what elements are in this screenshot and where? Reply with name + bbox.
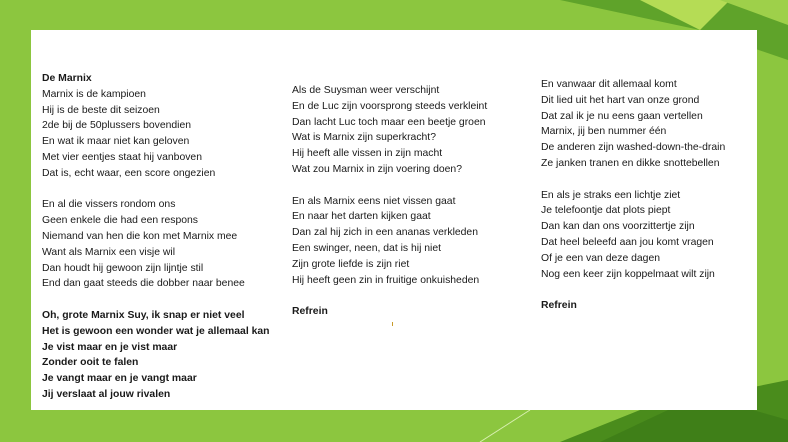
refrain-label: Refrein (541, 300, 577, 312)
verse-2 (42, 197, 270, 292)
lyric-line: Je telefoontje dat plots piept (541, 205, 671, 217)
lyric-line: Nog een keer zijn koppelmaat wilt zijn (541, 268, 715, 280)
stanza-gap (541, 282, 725, 298)
verse-5 (541, 77, 725, 172)
verse-6 (541, 188, 725, 283)
lyric-line: Met vier eentjes staat hij vanboven (42, 151, 202, 163)
lyric-line: En vanwaar dit allemaal komt (541, 79, 677, 90)
stanza-gap (42, 182, 270, 198)
column-3 (541, 77, 725, 314)
stanza-gap (292, 178, 487, 194)
stanza-gap (541, 172, 725, 188)
lyric-line: De anderen zijn washed-down-the-drain (541, 142, 726, 154)
lyric-line: Als de Suysman weer verschijnt (292, 85, 440, 96)
text-cursor-mark (392, 322, 393, 326)
lyric-line: En naar het darten kijken gaat (292, 211, 431, 223)
chorus-line: Je vist maar en je vist maar (42, 341, 178, 353)
lyric-line: En al die vissers rondom ons (42, 199, 176, 211)
lyric-line: Hij heeft geen zin in fruitige onkuisheden (292, 274, 480, 286)
stanza-gap (42, 292, 270, 308)
verse-4 (292, 194, 487, 289)
verse-3 (292, 83, 487, 178)
lyric-line: Dan zal hij zich in een ananas verkleden (292, 227, 478, 239)
lyric-line: Zijn grote liefde is zijn riet (292, 258, 410, 270)
lyric-line: Dat zal ik je nu eens gaan vertellen (541, 110, 703, 122)
column-2 (292, 83, 487, 320)
slide-content (31, 30, 757, 410)
lyric-line: Dan lacht Luc toch maar een beetje groen (292, 116, 486, 128)
lyric-line: Wat zou Marnix in zijn voering doen? (292, 163, 462, 175)
lyric-line: Want als Marnix een visje wil (42, 246, 176, 258)
chorus-line: Zonder ooit te falen (42, 357, 139, 369)
lyric-line: Marnix is de kampioen (42, 88, 146, 100)
lyric-line: Marnix, jij ben nummer één (541, 126, 667, 138)
lyric-line: En wat ik maar niet kan geloven (42, 136, 190, 148)
lyric-line: End dan gaat steeds die dobber naar benee (42, 278, 245, 290)
lyric-line: 2de bij de 50plussers bovendien (42, 120, 192, 132)
lyric-line: Dit lied uit het hart van onze grond (541, 94, 700, 106)
lyric-line: Geen enkele die had een respons (42, 215, 198, 227)
lyric-line: Dat is, echt waar, een score ongezien (42, 167, 216, 179)
lyric-line: Dan houdt hij gewoon zijn lijntje stil (42, 262, 204, 274)
song-title: De Marnix (42, 73, 92, 84)
lyric-line: Of je een van deze dagen (541, 252, 661, 264)
lyric-line: Dat heel beleefd aan jou komt vragen (541, 236, 714, 248)
lyric-line: En als Marnix eens niet vissen gaat (292, 195, 456, 207)
lyric-line: Hij heeft alle vissen in zijn macht (292, 148, 443, 160)
lyric-line: Ze janken tranen en dikke snottebellen (541, 157, 720, 169)
lyric-line: Wat is Marnix zijn superkracht? (292, 132, 436, 144)
lyric-line: En als je straks een lichtje ziet (541, 189, 681, 201)
chorus-line: Oh, grote Marnix Suy, ik snap er niet veel (42, 309, 245, 321)
lyric-line: Hij is de beste dit seizoen (42, 104, 160, 116)
chorus-line: Je vangt maar en je vangt maar (42, 373, 197, 385)
lyric-line: Een swinger, neen, dat is hij niet (292, 242, 442, 254)
lyric-line: Niemand van hen die kon met Marnix mee (42, 230, 238, 242)
lyric-line: En de Luc zijn voorsprong steeds verkleint (292, 100, 488, 112)
column-1 (42, 71, 270, 403)
chorus-line: Jij verslaat al jouw rivalen (42, 388, 171, 400)
verse-1 (42, 87, 270, 182)
chorus-line: Het is gewoon een wonder wat je allemaal kan (42, 325, 270, 337)
chorus (42, 308, 270, 403)
stanza-gap (292, 288, 487, 304)
refrain-label: Refrein (292, 306, 328, 318)
lyric-line: Dan kan dan ons voorzittertje zijn (541, 221, 695, 233)
